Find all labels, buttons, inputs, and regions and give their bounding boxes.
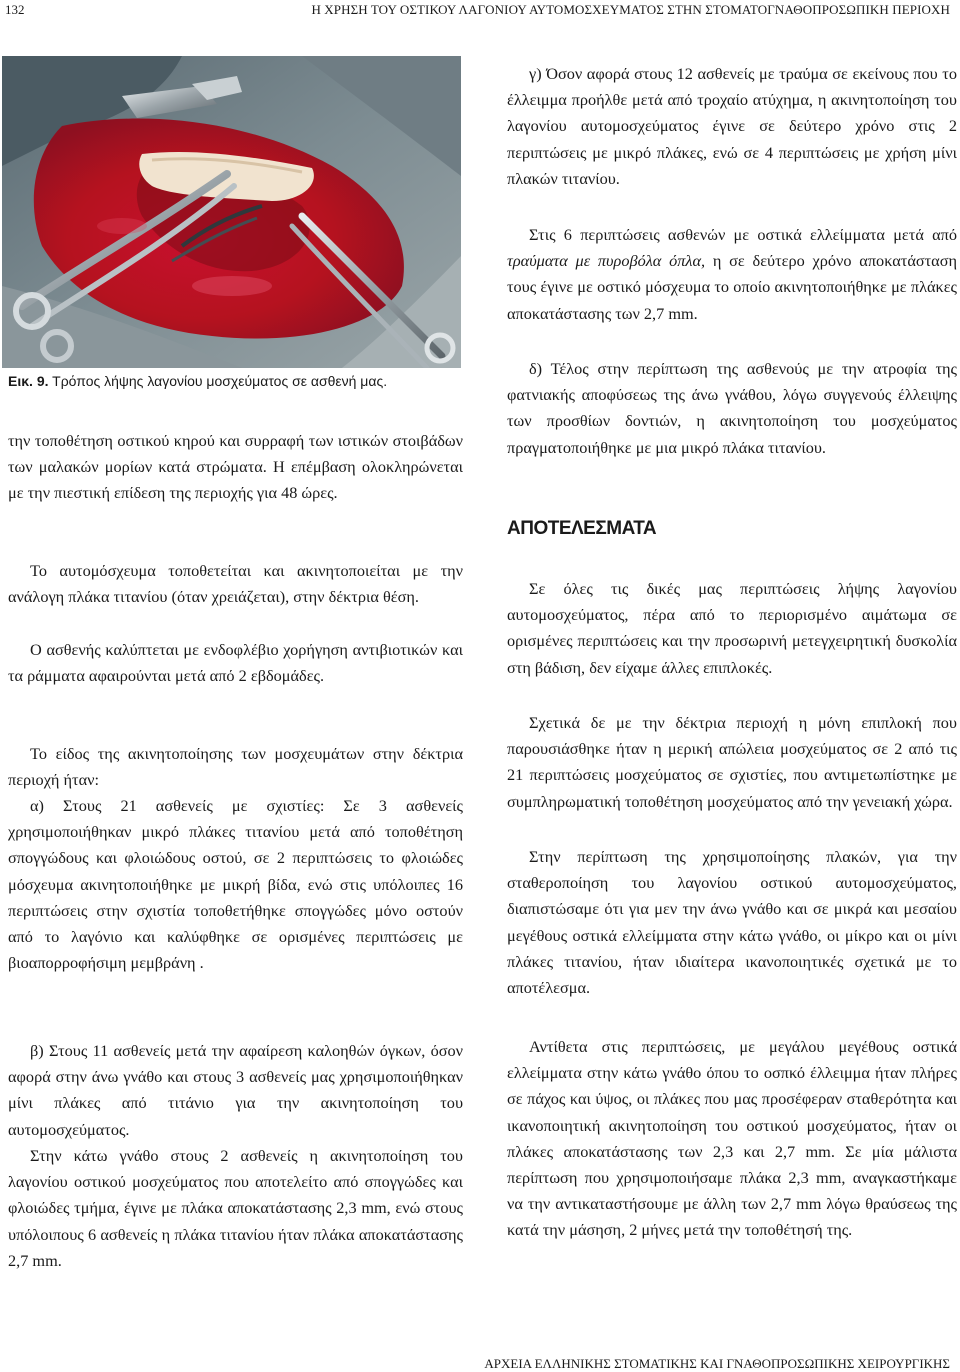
left-paragraph-4: Το είδος της ακινητοποίησης των μοσχευμάτων στην δέκτρια περιοχή ήταν: xyxy=(8,744,463,790)
left-paragraph-2: Το αυτομόσχευμα τοποθετείται και ακινητοποιείται με την ανάλογη πλάκα τιτανίου (όταν χρειάζεται), στην δέκτρια θέση. xyxy=(8,561,463,607)
right-paragraph-4: Σε όλες τις δικές μας περιπτώσεις λήψης λαγονίου αυτομοσχεύματος, πέρα από το περιορισμένο αιμάτωμα σε ορισμένες περιπτώσεις και την προσωρινή μετεγχειρητική δυσκολία στη βάδιση, δεν είχαμε άλλες επιπλοκές. xyxy=(507,579,957,677)
right-paragraph-3: δ) Τέλος στην περίπτωση της ασθενούς με την ατροφία της φατνιακής αποφύσεως της άνω γνάθου, λόγω συγγενούς έλλειψης των προσθίων δοντιών, η ακινητοποίηση του μοσχεύματος πραγματοποιήθηκε με μια μικρό πλάκα τιτανίου. xyxy=(507,359,957,457)
right-paragraph-2-italic: τραύματα με πυροβόλα όπλα, xyxy=(507,251,706,271)
left-paragraph-1: την τοποθέτηση οστικού κηρού και συρραφή των ιστικών στοιβάδων των μαλακών μορίων κατά στρώματα. Η επέμβαση ολοκληρώνεται με την πιεστική επίδεση της περιοχής για 48 ώρες. xyxy=(8,431,463,503)
left-paragraph-3: Ο ασθενής καλύπτεται με ενδοφλέβιο χορήγηση αντιβιοτικών και τα ράμματα αφαιρούνται μετά από 2 εβδομάδες. xyxy=(8,640,463,686)
running-title: Η ΧΡΗΣΗ ΤΟΥ ΟΣΤΙΚΟΥ ΛΑΓΟΝΙΟΥ ΑΥΤΟΜΟΣΧΕΥΜΑΤΟΣ ΣΤΗΝ ΣΤΟΜΑΤΟΓΝΑΘΟΠΡΟΣΩΠΙΚΗ ΠΕΡΙΟΧΗ xyxy=(311,2,950,17)
journal-footer: ΑΡΧΕΙΑ ΕΛΛΗΝΙΚΗΣ ΣΤΟΜΑΤΙΚΗΣ ΚΑΙ ΓΝΑΘΟΠΡΟΣΩΠΙΚΗΣ ΧΕΙΡΟΥΡΓΙΚΗΣ xyxy=(484,1356,950,1371)
right-paragraph-5: Σχετικά δε με την δέκτρια περιοχή η μόνη επιπλοκή που παρουσιάσθηκε ήταν η μερική απώλεια μοσχεύματος σε 2 από τις 21 περιπτώσεις μοσχεύματος σε σχιστίες, που αντιμετωπίστηκε με συμπληρωματική τοποθέτηση μοσχεύματος από την γενειακή χώρα. xyxy=(507,713,957,811)
right-paragraph-7: Αντίθετα στις περιπτώσεις, με μεγάλου μεγέθους οστικά ελλείμματα στην κάτω γνάθο όπου το οσπκό έλλειμμα ήταν πλήρες σε πάχος και ύψος, οι πλάκες που μας προσέφεραν σταθερότητα και ικανοποιητική ακινητοποίηση του οστικού μοσχεύματος, ήταν οι πλάκες αποκατάστασης των 2,3 και 2,7 mm. Σε μία μάλιστα περίπτωση που χρησιμοποιήσαμε πλάκα 2,3 mm, αναγκαστήκαμε να την αντικαταστήσουμε με άλλη των 2,7 mm λόγω θραύσεως της κατά την μάσηση, 2 μήνες μετά την τοποθέτησή της. xyxy=(507,1037,957,1240)
left-paragraph-5: α) Στους 21 ασθενείς με σχιστίες: Σε 3 ασθενείς χρησιμοποιήθηκαν μικρό πλάκες τιτανίου μετά από τοποθέτηση σπογγώδους και φλοιώδους οστού, σε 2 περιπτώσεις το φλοιώδες μόσχευμα ακινητοποιήθηκε με μικρή βίδα, ενώ στις υπόλοιπες 16 περιπτώσεις στην σχιστία τοποθετήθηκε σπογγώδες μόνο οστούν από το λαγόνιο και καλύφθηκε σε ορισμένες περιπτώσεις με βιοαπορροφήσιμη μεμβράνη . xyxy=(8,796,463,973)
right-paragraph-6: Στην περίπτωση της χρησιμοποίησης πλακών, για την σταθεροποίηση του λαγονίου οστικού αυτομοσχεύματος, διαπιστώσαμε ότι για μεν την άνω γνάθο και σε μικρά και μεσαίου μεγέθους οστικά ελλείμματα στην κάτω γνάθο, οι μίκρο και οι μίνι πλάκες τιτανίου, ήταν ιδιαίτερα ικανοποιητικές σχετικά με το αποτέλεσμα. xyxy=(507,847,957,998)
page-number: 132 xyxy=(5,2,25,17)
figure-caption xyxy=(8,373,387,389)
section-heading-results: ΑΠΟΤΕΛΕΣΜΑΤΑ xyxy=(507,518,657,539)
right-paragraph-2 xyxy=(507,222,957,327)
figure-caption-text: Τρόπος λήψης λαγονίου μοσχεύματος σε ασθενή μας. xyxy=(48,373,388,389)
left-paragraph-6: β) Στους 11 ασθενείς μετά την αφαίρεση καλοηθών όγκων, όσον αφορά στην άνω γνάθο και στους 3 ασθενείς μας χρησιμοποιήθηκαν μίνι πλάκες από τιτάνιο για την ακινητοποίηση του αυτομοσχεύματος. xyxy=(8,1041,463,1139)
surgical-photo-illustration xyxy=(2,56,461,368)
right-paragraph-2-end: η σε δεύτερο χρόνο αποκατάσταση τους έγινε με οστικό μόσχευμα το οποίο ακινητοποιήθηκε με πλάκες αποκατάστασης των 2,7 mm. xyxy=(507,251,957,323)
figure-label: Εικ. 9. xyxy=(8,373,49,389)
right-paragraph-2-start: Στις 6 περιπτώσεις ασθενών με οστικά ελλείμματα μετά από xyxy=(529,225,957,244)
right-paragraph-1: γ) Όσον αφορά στους 12 ασθενείς με τραύμα σε εκείνους που το έλλειμμα προήλθε μετά από τροχαίο ατύχημα, η ακινητοποίηση του λαγονίου αυτομοσχεύματος έγινε σε δεύτερο χρόνο στις 2 περιπτώσεις με μικρό πλάκες, ενώ σε 4 περιπτώσεις με χρήση μίνι πλακών τιτανίου. xyxy=(507,64,957,188)
left-paragraph-7: Στην κάτω γνάθο στους 2 ασθενείς η ακινητοποίηση του λαγονίου οστικού μοσχεύματος που αποτελείτο από σπογγώδες και φλοιώδες τμήμα, έγινε με πλάκα αποκατάστασης 2,3 mm, ενώ στους υπόλοιπους 6 ασθενείς η πλάκα τιτανίου ήταν πλάκα αποκατάστασης 2,7 mm. xyxy=(8,1146,463,1270)
surgical-photo xyxy=(2,56,461,368)
